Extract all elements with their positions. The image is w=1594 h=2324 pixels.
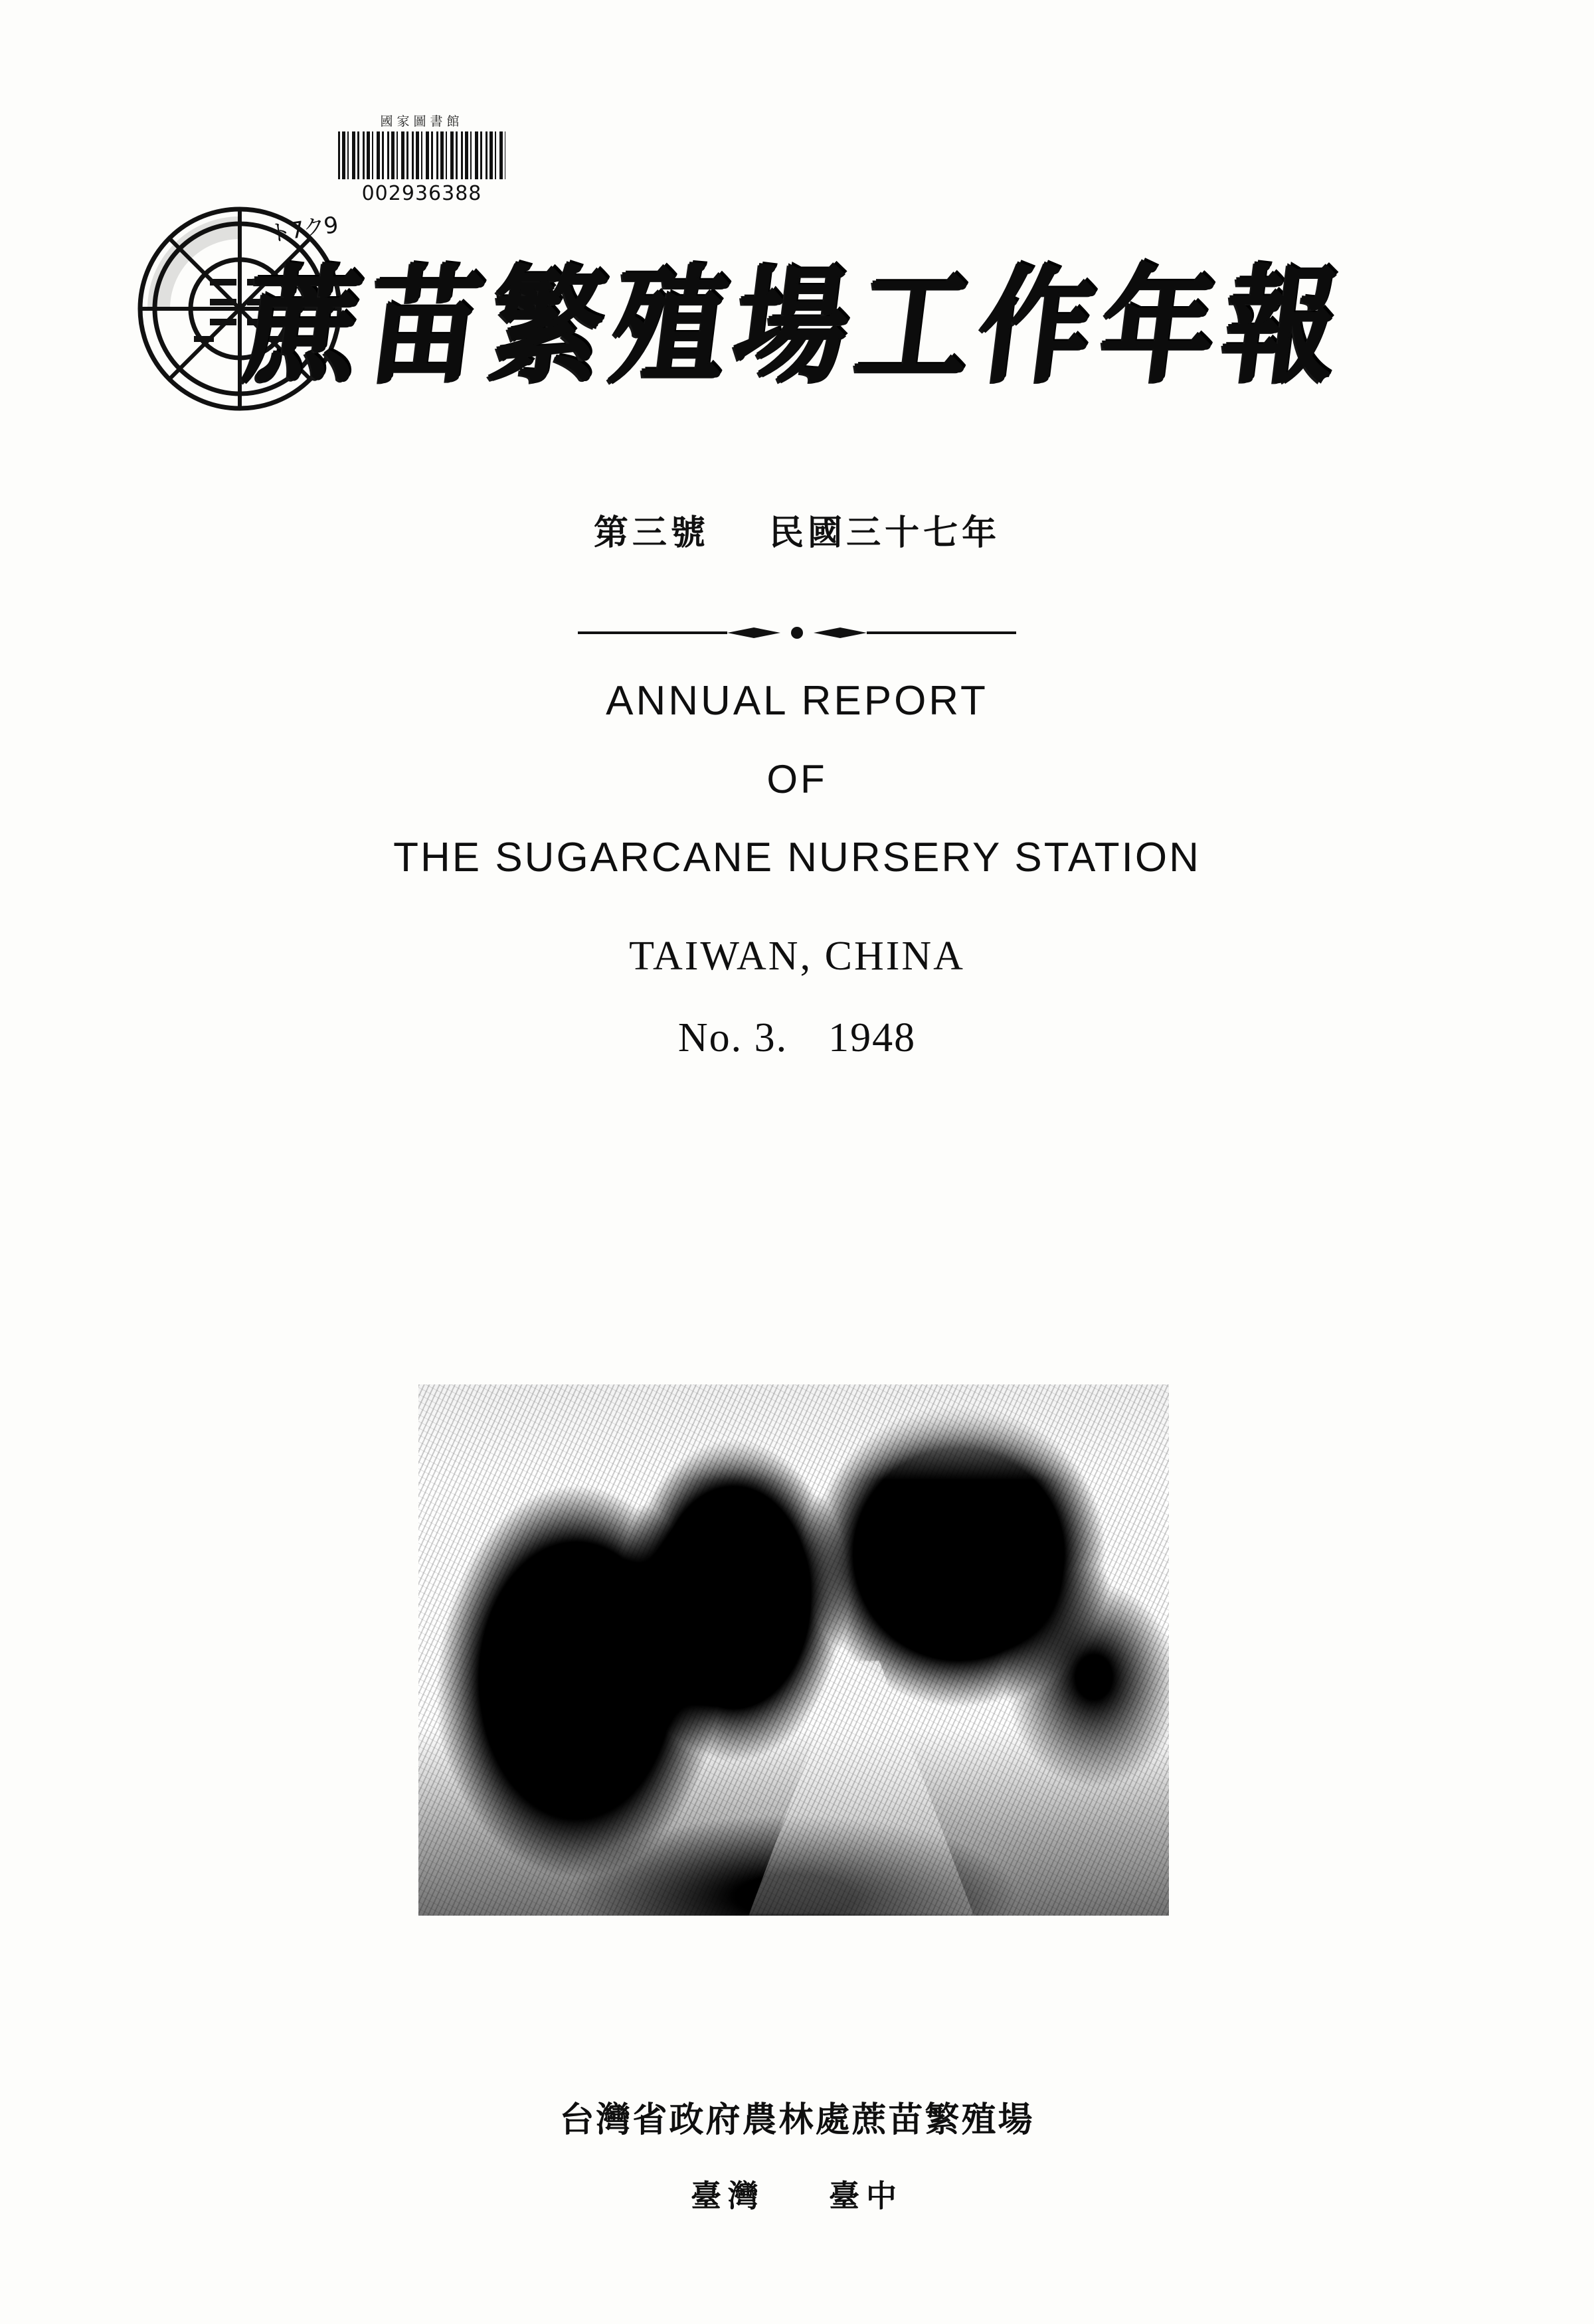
publisher-name: 台灣省政府農林處蔗苗繁殖場 [559, 2100, 1035, 2140]
library-name-label: 國家圖書館 [380, 114, 464, 129]
library-barcode-block [335, 112, 508, 205]
place-part-1: 臺灣 [690, 2178, 765, 2214]
handwritten-mark: ト7ク9 [267, 211, 339, 248]
english-title-line-1: ANNUAL REPORT [606, 678, 988, 724]
english-title-line-2: OF [766, 757, 828, 801]
place-part-2: 臺中 [829, 2178, 904, 2214]
english-issue-line [0, 1015, 1594, 1062]
barcode-number: 002936388 [361, 182, 482, 205]
issue-number-label: 第三號 [593, 513, 709, 553]
barcode-icon [338, 131, 505, 179]
cover-photograph [418, 1384, 1169, 1916]
english-issue-number: No. 3. [677, 1015, 788, 1060]
photograph-grain-overlay [418, 1384, 1169, 1916]
english-year: 1948 [828, 1015, 917, 1060]
english-title-block [0, 677, 1594, 1062]
issue-year-line [0, 505, 1594, 554]
english-title-line-3: THE SUGARCANE NURSERY STATION [393, 835, 1201, 880]
year-label: 民國三十七年 [769, 513, 1001, 553]
calligraphy-title: 蔗苗繁殖場工作年報 [236, 252, 1355, 400]
publication-place [0, 2172, 1594, 2216]
footer-block [0, 2092, 1594, 2216]
english-location-line: TAIWAN, CHINA [629, 934, 965, 979]
ornamental-rule-icon [578, 624, 1016, 641]
